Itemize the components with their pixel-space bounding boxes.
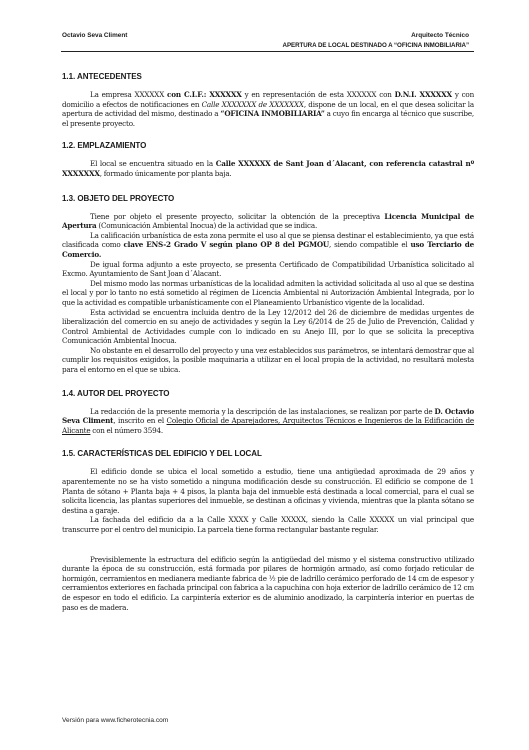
footer-text: Versión para www.ficherotecnia.com xyxy=(62,717,169,724)
caracteristicas-paragraph-2: La fachada del edificio da a la Calle XXXX y Calle XXXXX, siendo la Calle XXXXX un vial principal que transcurre por el centro del municipio. La parcela tiene forma rectangular bastante regular. xyxy=(62,515,474,534)
section-title-caracteristicas: 1.5. CARACTERÍSTICAS DEL EDIFICIO Y DEL LOCAL xyxy=(62,449,262,459)
emplazamiento-paragraph: El local se encuentra situado en la Calle XXXXXX de Sant Joan d´Alacant, con referencia catastral nº XXXXXXX, formado únicamente por planta baja. xyxy=(62,159,474,178)
header-subtitle: APERTURA DE LOCAL DESTINADO A “OFICINA INMOBILIARIA” xyxy=(282,42,469,49)
caracteristicas-paragraph-3: Previsiblemente la estructura del edificio según la antigüedad del mismo y el sistema constructivo utilizado durante la época de su construcción, está formada por pilares de hormigón armado, así como forjado reticular de hormigón, cerramientos en medianera mediante fabrica de ½ pie de ladrillo cerámico perforado de 14 cm de espesor y cerramientos exteriores en fachada principal con fabrica a la capuchina con hoja exterior de ladrillo cerámico de 12 cm de espesor en todo el edificio. La carpintería exterior es de aluminio anodizado, la carpintería interior en puertas de paso es de madera. xyxy=(62,554,474,612)
objeto-paragraph-4: Del mismo modo las normas urbanísticas de la localidad admiten la actividad solicitada al uso al que se destina el local y por lo tanto no está sometido al régimen de Licencia Ambiental ni Autorización Ambiental Integrada, por lo que la actividad es compatible urbanísticamente con el Planeamiento Urbanístico vigente de la localidad. xyxy=(62,278,474,307)
header-profession: Arquitecto Técnico xyxy=(411,32,469,39)
objeto-paragraph-2: La calificación urbanística de esta zona permite el uso al que se piensa destinar el establecimiento, ya que está clasificada como clave ENS-2 Grado V según plano OP 8 del PGMOU, siendo compatible el uso Terciario de Comercio. xyxy=(62,230,474,259)
objeto-paragraph-6: No obstante en el desarrollo del proyecto y una vez establecidos sus parámetros, se intentará demostrar que al cumplir los requisitos exigidos, la posible maquinaria a utilizar en el local propia de la actividad, no resultará molesta para el entorno en el que se ubica. xyxy=(62,345,474,375)
colegio-link: Colegio Oficial de Aparejadores, Arquitectos Técnicos e Ingenieros de la Edificación de Alicante xyxy=(62,416,475,435)
objeto-paragraph-5: Esta actividad se encuentra incluida dentro de la Ley 12/2012 del 26 de diciembre de medidas urgentes de liberalización del comercio en su anejo de actividades y según la Ley 6/2014 de 25 de Julio de Prevención, Calidad y Control Ambiental de Actividades cumple con lo indicado en su Anejo III, por lo que se solicita la preceptiva Comunicación Ambiental Inocua. xyxy=(62,307,474,346)
document-body xyxy=(62,60,474,612)
header-rule xyxy=(61,51,474,52)
header-author: Octavio Seva Climent xyxy=(62,32,128,39)
antecedentes-paragraph: La empresa XXXXXX con C.I.F.: XXXXXX y en representación de esta XXXXXX con D.N.I. XXXXXX y con domicilio a efectos de notificaciones en Calle XXXXXXX de XXXXXXX, dispone de un local, en el que desea solicitar la apertura de actividad del mismo, destinado a “OFICINA INMOBILIARIA” a cuyo fin encarga al técnico que suscribe, el presente proyecto. xyxy=(62,90,475,128)
caracteristicas-paragraph-1: El edificio donde se ubica el local sometido a estudio, tiene una antigüedad aproximada de 29 años y aparentemente no se ha visto sometido a ninguna modificación desde su construcción. El edificio se compone de 1 Planta de sótano + Planta baja + 4 pisos, la planta baja del inmueble está destinada a local comercial, para el cual se solicita licencia, las plantas superiores del inmueble, se destinan a oficinas y vivienda, mientras que la planta sótano se destina a garaje. xyxy=(62,467,474,515)
objeto-paragraph-1: Tiene por objeto el presente proyecto, solicitar la obtención de la preceptiva Licencia Municipal de Apertura (Comunicación Ambiental Inocua) de la actividad que se indica. xyxy=(62,211,474,231)
section-title-objeto: 1.3. OBJETO DEL PROYECTO xyxy=(62,193,175,203)
autor-paragraph: La redacción de la presente memoria y la descripción de las instalaciones, se realizan por parte de D. Octavio Seva Climent, inscrito en el Colegio Oficial de Aparejadores, Arquitectos Técnicos e Ingenieros de la Edificación de Alicante con el número 3594. xyxy=(62,406,475,435)
objeto-paragraph-3: De igual forma adjunto a este proyecto, se presenta Certificado de Compatibilidad Urbanística solicitado al Excmo. Ayuntamiento de Sant Joan d´Alacant. xyxy=(62,259,474,279)
section-title-antecedentes: 1.1. ANTECEDENTES xyxy=(62,72,142,81)
section-title-autor: 1.4. AUTOR DEL PROYECTO xyxy=(62,388,170,398)
section-title-emplazamiento: 1.2. EMPLAZAMIENTO xyxy=(62,141,147,151)
